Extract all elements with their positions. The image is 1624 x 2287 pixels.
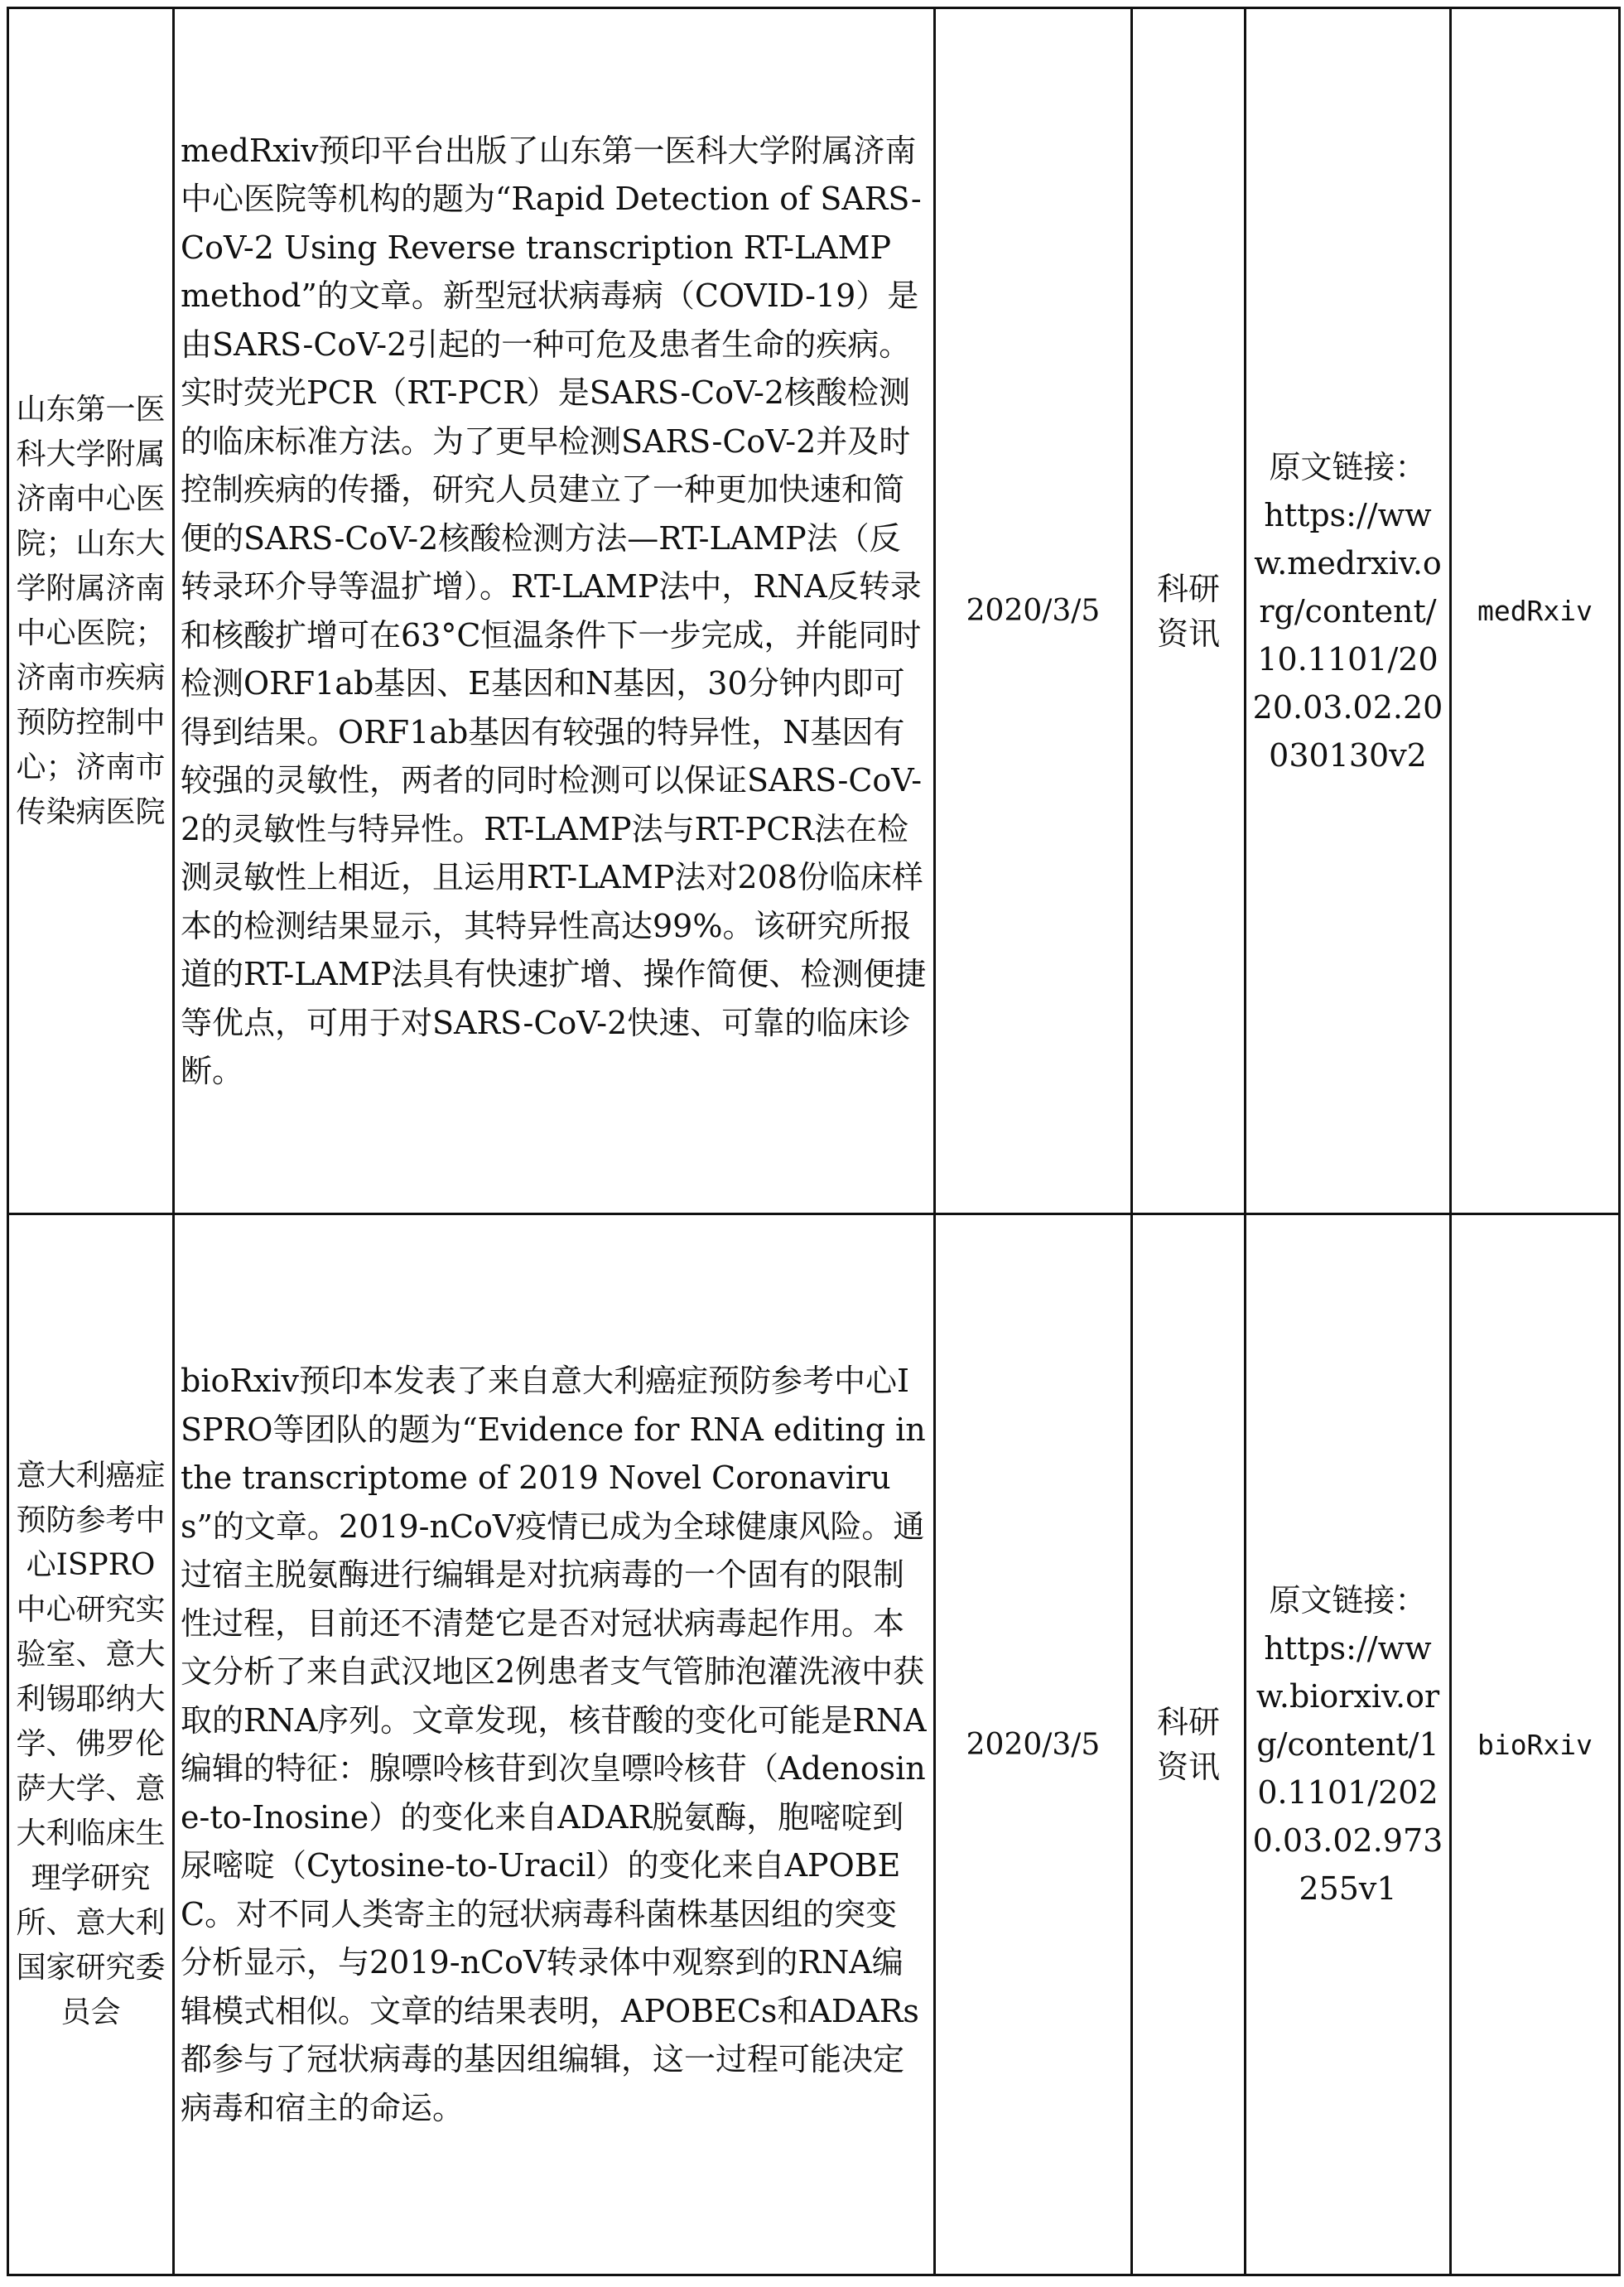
institution-text: 山东第一医科大学附属济南中心医院；山东大学附属济南中心医院；济南市疾病预防控制中心；济南市传染病医院: [16, 392, 166, 829]
source-text: medRxiv: [1477, 595, 1593, 627]
summary-text: bioRxiv预印本发表了来自意大利癌症预防参考中心ISPRO等团队的题为“Evidence for RNA editing in the transcriptome of 2019 Novel Coronavirus”的文章。2019-nCoV疫情已成为全球健康风险。通过宿主脱氨酶进行编辑是对抗病毒的一个固有的限制性过程，目前还不清楚它是否对冠状病毒起作用。本文分析了来自武汉地区2例患者支气管肺泡灌洗液中获取的RNA序列。文章发现，核苷酸的变化可能是RNA编辑的特征：腺嘌呤核苷到次皇嘌呤核苷（Adenosine-to-Inosine）的变化来自ADAR脱氨酶，胞嘧啶到尿嘧啶（Cytosine-to-Uracil）的变化来自APOBEC。对不同人类寄主的冠状病毒科菌株基因组的突变分析显示，与2019-nCoV转录体中观察到的RNA编辑模式相似。文章的结果表明，APOBECs和ADARs都参与了冠状病毒的基因组编辑，这一过程可能决定病毒和宿主的命运。: [181, 1363, 927, 2126]
date-text: 2020/3/5: [966, 594, 1101, 628]
institution-cell: [8, 8, 174, 1214]
news-table: [7, 7, 1621, 2276]
summary-cell: [174, 8, 935, 1214]
source-cell: [1451, 1214, 1620, 2275]
date-cell: [935, 1214, 1132, 2275]
institution-cell: [8, 1214, 174, 2275]
date-text: 2020/3/5: [966, 1727, 1101, 1762]
link-url[interactable]: https://www.medrxiv.org/content/10.1101/2020.03.02.20030130v2: [1252, 496, 1443, 774]
table-row: [8, 8, 1620, 1214]
link-block: [1246, 1576, 1449, 1913]
table-row: [8, 1214, 1620, 2275]
source-cell: [1451, 8, 1620, 1214]
summary-text: medRxiv预印平台出版了山东第一医科大学附属济南中心医院等机构的题为“Rapid Detection of SARS-CoV-2 Using Reverse transcription RT-LAMP method”的文章。新型冠状病毒病（COVID-19）是由SARS-CoV-2引起的一种可危及患者生命的疾病。实时荧光PCR（RT-PCR）是SARS-CoV-2核酸检测的临床标准方法。为了更早检测SARS-CoV-2并及时控制疾病的传播，研究人员建立了一种更加快速和简便的SARS-CoV-2核酸检测方法—RT-LAMP法（反转录环介导等温扩增）。RT-LAMP法中，RNA反转录和核酸扩增可在63°C恒温条件下一步完成，并能同时检测ORF1ab基因、E基因和N基因，30分钟内即可得到结果。ORF1ab基因有较强的特异性，N基因有较强的灵敏性，两者的同时检测可以保证SARS-CoV-2的灵敏性与特异性。RT-LAMP法与RT-PCR法在检测灵敏性上相近，且运用RT-LAMP法对208份临床样本的检测结果显示，其特异性高达99%。该研究所报道的RT-LAMP法具有快速扩增、操作简便、检测便捷等优点，可用于对SARS-CoV-2快速、可靠的临床诊断。: [181, 132, 927, 1089]
link-cell: [1246, 1214, 1451, 2275]
date-cell: [935, 8, 1132, 1214]
type-cell: [1132, 8, 1246, 1214]
link-block: [1246, 443, 1449, 779]
link-cell: [1246, 8, 1451, 1214]
link-url[interactable]: https://www.biorxiv.org/content/10.1101/2020.03.02.973255v1: [1252, 1630, 1443, 1907]
link-label: 原文链接：: [1269, 1582, 1427, 1619]
summary-cell: [174, 1214, 935, 2275]
type-text: 科研资讯: [1156, 570, 1220, 652]
type-cell: [1132, 1214, 1246, 2275]
type-text: 科研资讯: [1156, 1704, 1220, 1785]
source-text: bioRxiv: [1477, 1728, 1593, 1761]
institution-text: 意大利癌症预防参考中心ISPRO中心研究实验室、意大利锡耶纳大学、佛罗伦萨大学、意大利临床生理学研究所、意大利国家研究委员会: [16, 1459, 166, 2029]
link-label: 原文链接：: [1269, 448, 1427, 485]
